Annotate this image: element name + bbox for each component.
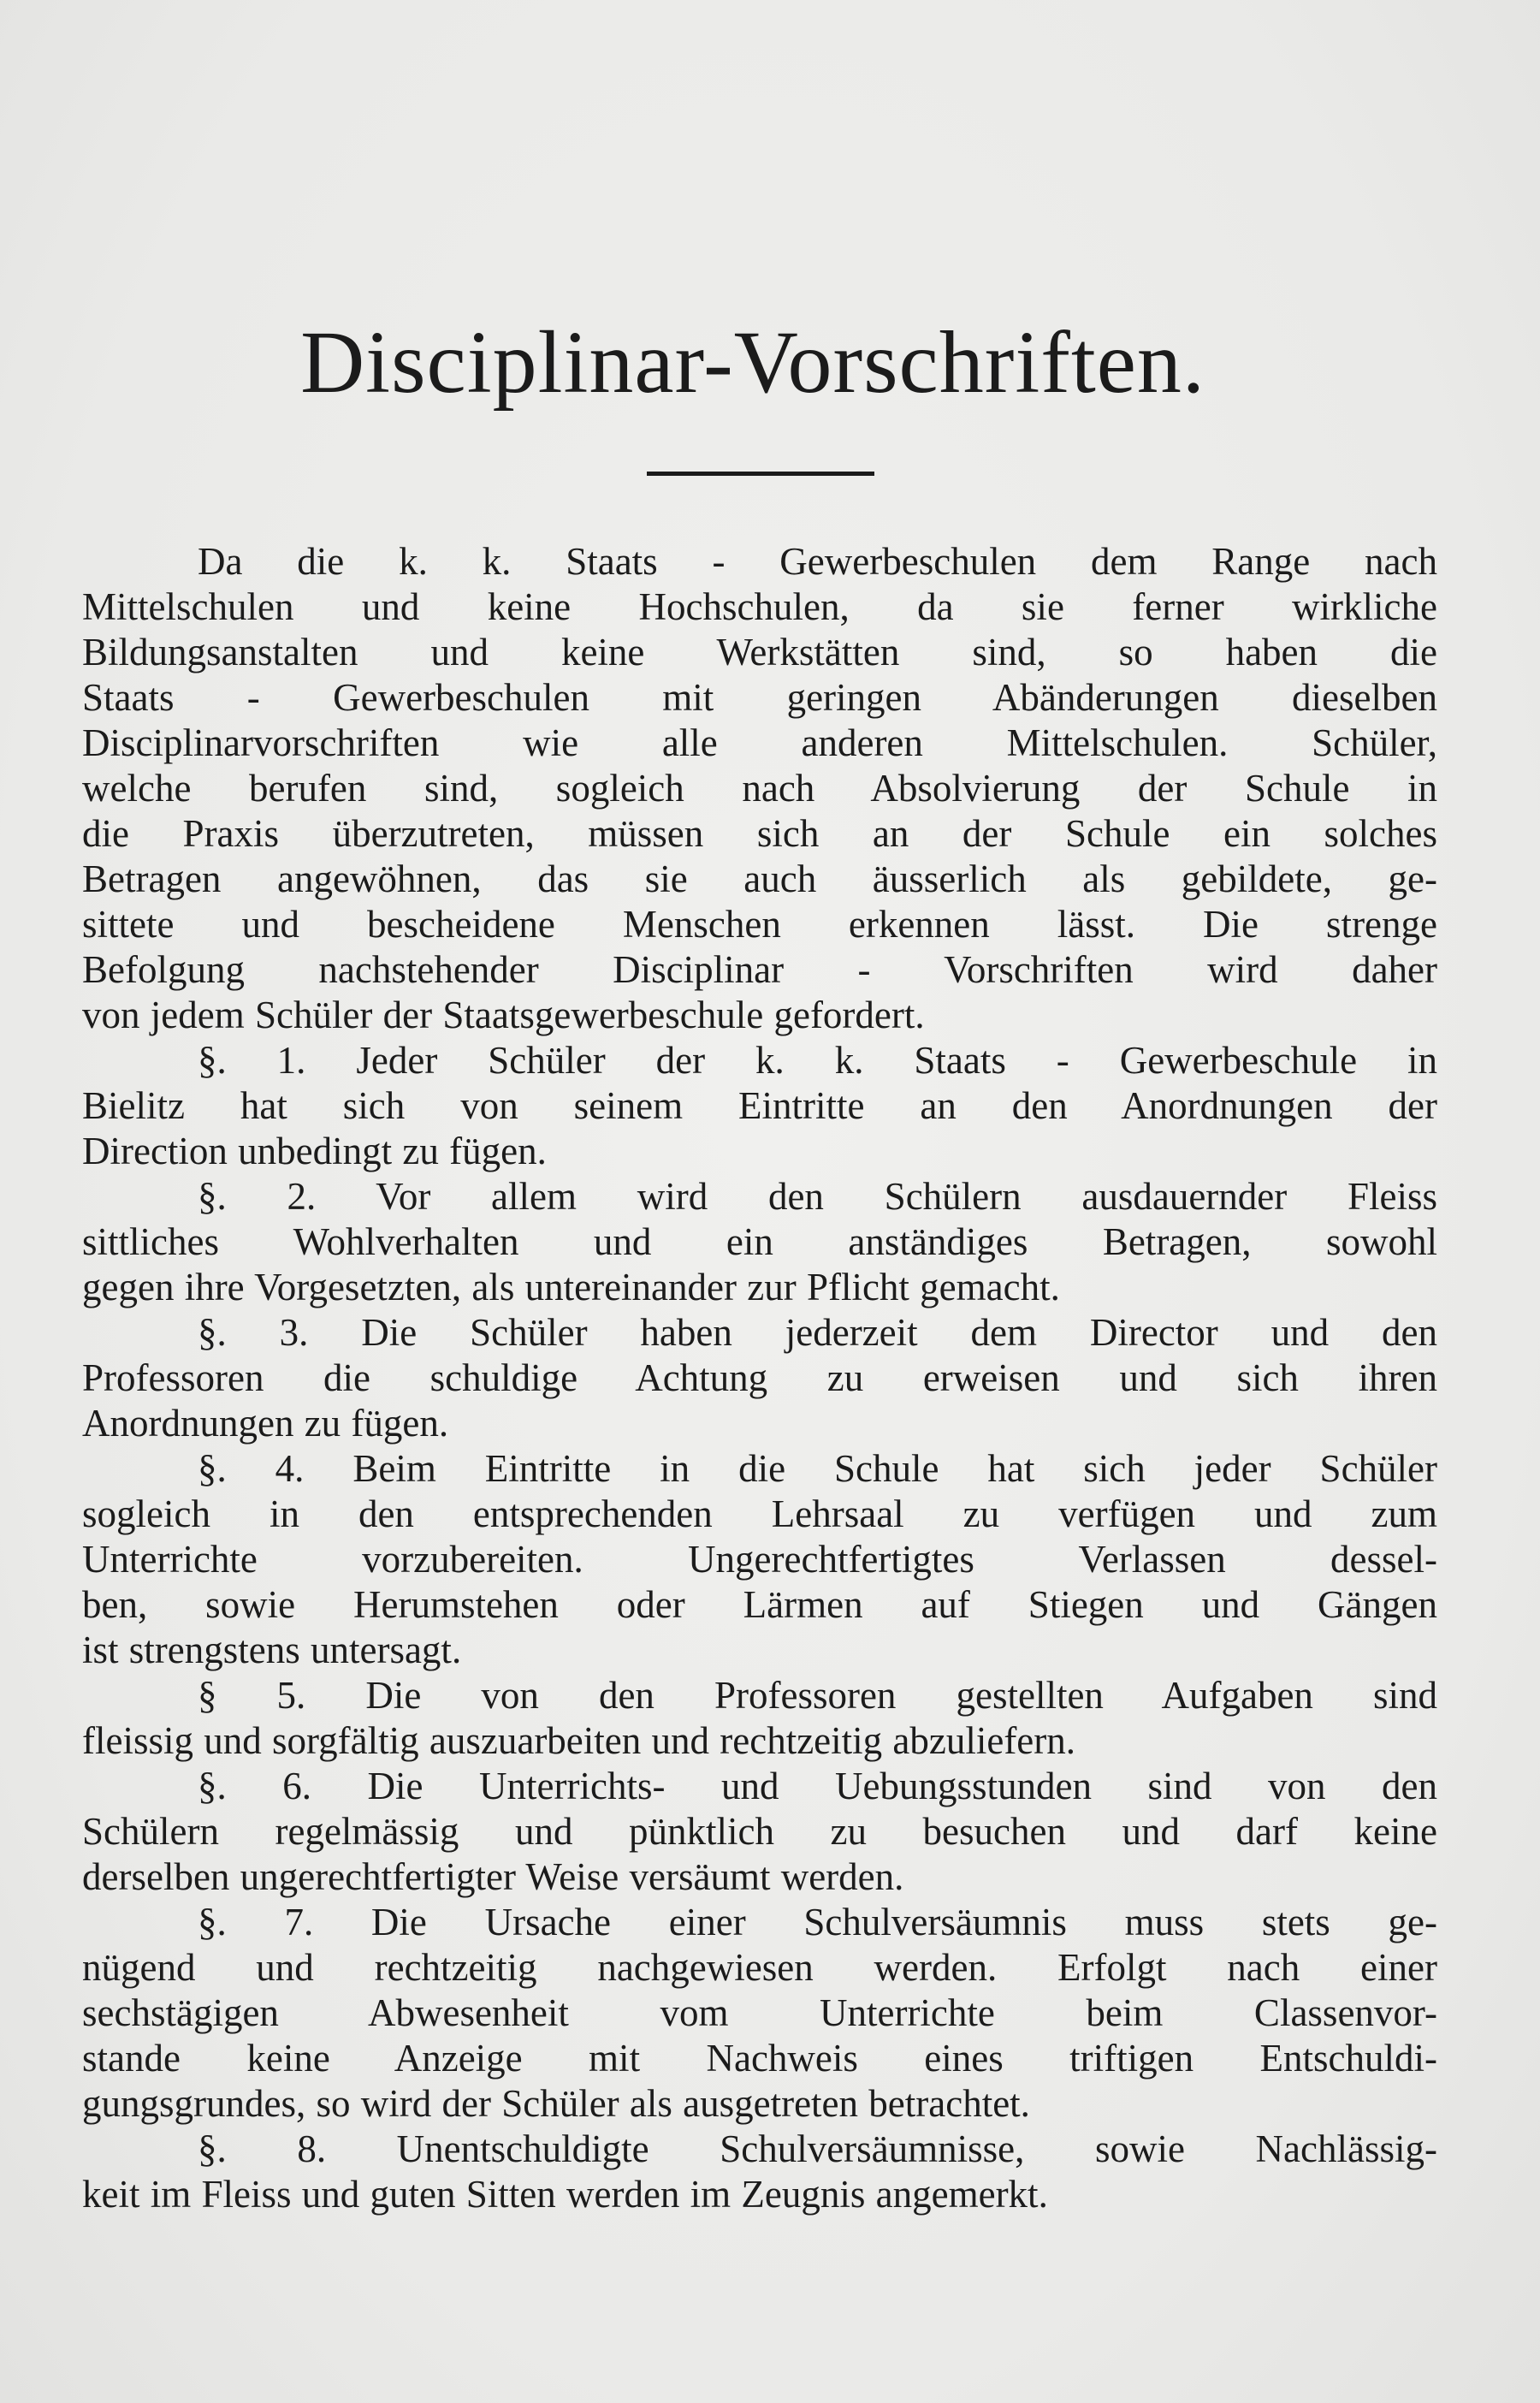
text-line: Disciplinarvorschriften wie alle anderen Mittelschulen. Schüler, <box>82 721 1437 764</box>
text-line: nügend und rechtzeitig nachgewiesen werden. Erfolgt nach einer <box>82 1946 1437 1989</box>
text-line: welche berufen sind, sogleich nach Absolvierung der Schule in <box>82 767 1437 810</box>
text-line: §. 6. Die Unterrichts- und Uebungsstunden sind von den <box>198 1765 1437 1807</box>
text-line: Bielitz hat sich von seinem Eintritte an den Anordnungen der <box>82 1084 1437 1127</box>
text-line: Schülern regelmässig und pünktlich zu besuchen und darf keine <box>82 1810 1437 1853</box>
text-line: Staats - Gewerbeschulen mit geringen Abänderungen dieselben <box>82 676 1437 719</box>
text-line: sogleich in den entsprechenden Lehrsaal zu verfügen und zum <box>82 1492 1437 1535</box>
text-line: Mittelschulen und keine Hochschulen, da sie ferner wirkliche <box>82 585 1437 628</box>
text-line: §. 7. Die Ursache einer Schulversäumnis muss stets ge- <box>198 1901 1437 1943</box>
text-line: gungsgrundes, so wird der Schüler als ausgetreten betrachtet. <box>82 2082 1030 2125</box>
text-line: Professoren die schuldige Achtung zu erweisen und sich ihren <box>82 1356 1437 1399</box>
text-line: sechstägigen Abwesenheit vom Unterrichte beim Classenvor- <box>82 1991 1437 2034</box>
text-line: § 5. Die von den Professoren gestellten Aufgaben sind <box>198 1674 1437 1717</box>
text-line: ist strengstens untersagt. <box>82 1629 462 1671</box>
text-line: sittliches Wohlverhalten und ein anständiges Betragen, sowohl <box>82 1220 1437 1263</box>
text-line: Betragen angewöhnen, das sie auch äusserlich als gebildete, ge- <box>82 857 1437 900</box>
text-line: Da die k. k. Staats - Gewerbeschulen dem Range nach <box>198 540 1437 583</box>
text-line: ben, sowie Herumstehen oder Lärmen auf Stiegen und Gängen <box>82 1583 1437 1626</box>
text-line: Befolgung nachstehender Disciplinar - Vorschriften wird daher <box>82 948 1437 991</box>
text-line: Anordnungen zu fügen. <box>82 1402 449 1445</box>
text-line: §. 2. Vor allem wird den Schülern ausdauernder Fleiss <box>198 1175 1437 1218</box>
text-line: stande keine Anzeige mit Nachweis eines triftigen Entschuldi- <box>82 2037 1437 2080</box>
text-line: Bildungsanstalten und keine Werkstätten sind, so haben die <box>82 631 1437 673</box>
text-line: §. 8. Unentschuldigte Schulversäumnisse, sowie Nachlässig- <box>198 2127 1437 2170</box>
text-line: keit im Fleiss und guten Sitten werden im Zeugnis angemerkt. <box>82 2173 1048 2216</box>
regulations-text <box>82 539 1437 2217</box>
text-line: gegen ihre Vorgesetzten, als untereinander zur Pflicht gemacht. <box>82 1266 1060 1308</box>
title-divider <box>647 472 874 476</box>
text-line: sittete und bescheidene Menschen erkennen lässt. Die strenge <box>82 903 1437 946</box>
text-line: Unterrichte vorzubereiten. Ungerechtfertigtes Verlassen dessel- <box>82 1538 1437 1581</box>
text-line: §. 4. Beim Eintritte in die Schule hat sich jeder Schüler <box>198 1447 1437 1490</box>
page-title: Disciplinar-Vorschriften. <box>300 313 1205 412</box>
text-line: §. 3. Die Schüler haben jederzeit dem Director und den <box>198 1311 1437 1354</box>
text-line: §. 1. Jeder Schüler der k. k. Staats - Gewerbeschule in <box>198 1039 1437 1082</box>
text-line: von jedem Schüler der Staatsgewerbeschule gefordert. <box>82 994 925 1036</box>
text-line: fleissig und sorgfältig auszuarbeiten und rechtzeitig abzuliefern. <box>82 1719 1076 1762</box>
text-line: die Praxis überzutreten, müssen sich an der Schule ein solches <box>82 812 1437 855</box>
text-line: Direction unbedingt zu fügen. <box>82 1130 547 1172</box>
text-line: derselben ungerechtfertigter Weise versäumt werden. <box>82 1855 904 1898</box>
